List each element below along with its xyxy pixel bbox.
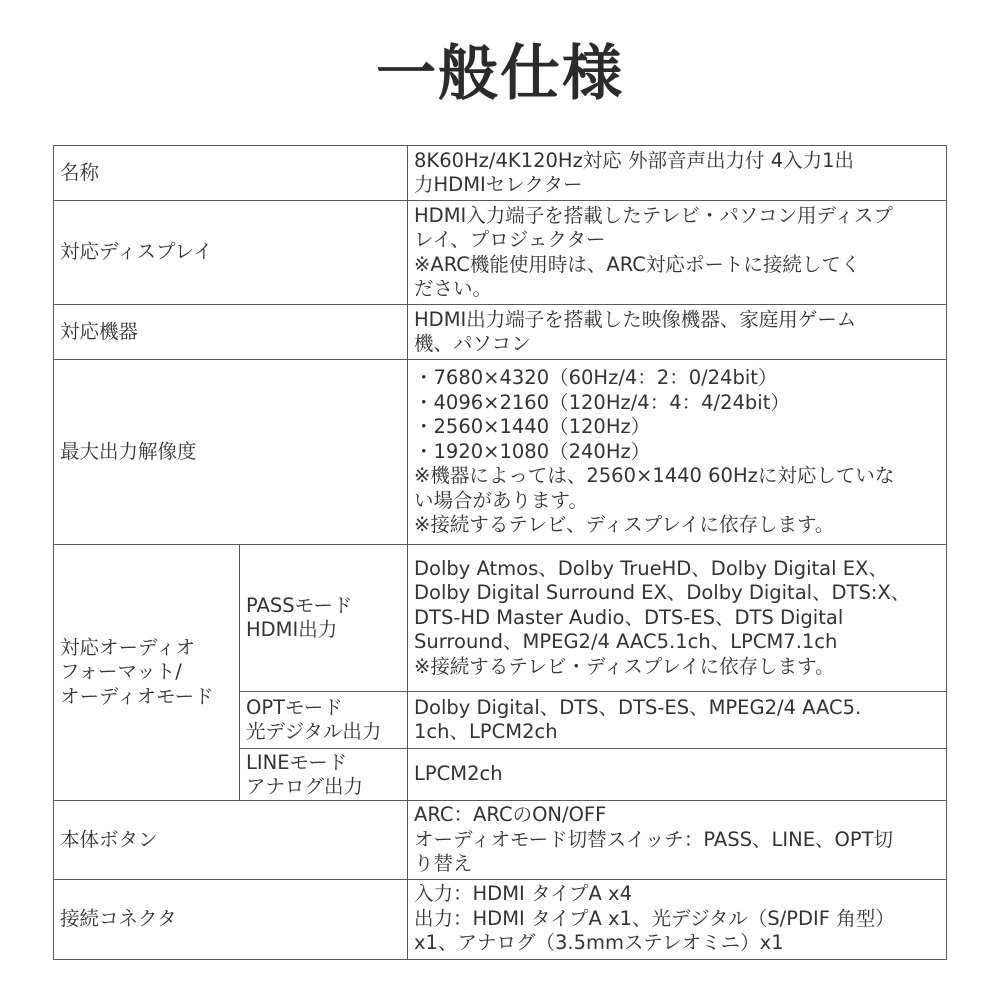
value-line: 1ch、LPCM2ch — [414, 720, 558, 743]
label-line: LINEモード — [246, 750, 348, 774]
value-line: ※接続するテレビ、ディスプレイに依存します。 — [414, 513, 835, 537]
value-line: DTS-HD Master Audio、DTS-ES、DTS Digital — [414, 605, 844, 629]
value-line: ・2560×1440（120Hz） — [414, 415, 651, 439]
value-line: ・1920×1080（240Hz） — [414, 439, 651, 463]
label-line: 対応オーディオ — [60, 635, 195, 659]
value-line: 力HDMIセレクター — [414, 173, 583, 196]
row-value-devices — [408, 305, 947, 360]
row-value-pass-mode — [408, 545, 947, 692]
value-line: Dolby Atmos、Dolby TrueHD、Dolby Digital EX、 — [414, 556, 888, 580]
value-line: LPCM2ch — [414, 762, 503, 786]
label-line: 光デジタル出力 — [246, 720, 382, 743]
row-label-audio — [54, 545, 240, 801]
row-value-line-mode — [408, 749, 947, 801]
sublabel-pass-mode — [240, 545, 408, 692]
value-line: HDMI出力端子を搭載した映像機器、家庭用ゲーム — [414, 307, 857, 331]
value-line: ・7680×4320（60Hz/4：2：0/24bit） — [414, 366, 778, 390]
value-line: り替え — [414, 852, 473, 875]
table-row-connectors — [54, 879, 947, 959]
value-line: Dolby Digital Surround EX、Dolby Digital、DTS:X、 — [414, 581, 911, 605]
row-label-resolution: 最大出力解像度 — [54, 360, 408, 545]
row-label-connectors: 接続コネクタ — [54, 879, 408, 959]
table-row-devices — [54, 305, 947, 360]
row-value-connectors — [408, 879, 947, 959]
row-value-buttons — [408, 801, 947, 880]
label-line: OPTモード — [246, 696, 343, 719]
value-line: 入力：HDMI タイプA x4 — [414, 882, 632, 906]
value-line: ※機器によっては、2560×1440 60Hzに対応していな — [414, 464, 895, 488]
value-line: Dolby Digital、DTS、DTS-ES、MPEG2/4 AAC5. — [414, 695, 862, 719]
value-line: 出力：HDMI タイプA x1、光デジタル（S/PDIF 角型） — [414, 906, 895, 930]
value-line: ※接続するテレビ・ディスプレイに依存します。 — [414, 654, 835, 678]
table-row-display — [54, 201, 947, 305]
row-value-name — [408, 146, 947, 201]
value-line: レイ、プロジェクター — [414, 228, 606, 251]
value-line: ※ARC機能使用時は、ARC対応ポートに接続してく — [414, 252, 861, 276]
label-line: PASSモード — [246, 594, 353, 617]
page-title: 一般仕様 — [376, 39, 624, 109]
value-line: ARC：ARCのON/OFF — [414, 803, 607, 826]
value-line: Surround、MPEG2/4 AAC5.1ch、LPCM7.1ch — [414, 630, 838, 654]
row-label-display: 対応ディスプレイ — [54, 201, 408, 305]
value-line: い場合があります。 — [414, 488, 588, 512]
value-line: オーディオモード切替スイッチ：PASS、LINE、OPT切 — [414, 827, 894, 851]
label-line: フォーマット/ — [60, 660, 182, 684]
row-value-display — [408, 201, 947, 305]
row-label-devices: 対応機器 — [54, 305, 408, 360]
label-line: アナログ出力 — [246, 774, 364, 798]
sublabel-line-mode — [240, 749, 408, 801]
value-line: 8K60Hz/4K120Hz対応 外部音声出力付 4入力1出 — [414, 148, 855, 172]
table-row-buttons — [54, 801, 947, 880]
table-row-audio-pass — [54, 545, 947, 692]
row-value-resolution — [408, 360, 947, 545]
value-line: ・4096×2160（120Hz/4：4：4/24bit） — [414, 390, 790, 414]
table-row-resolution — [54, 360, 947, 545]
value-line: x1、アナログ（3.5mmステレオミニ）x1 — [414, 931, 784, 955]
label-line: オーディオモード — [60, 684, 214, 708]
spec-table — [53, 145, 947, 960]
sublabel-opt-mode — [240, 692, 408, 749]
row-value-opt-mode — [408, 692, 947, 749]
value-line: HDMI入力端子を搭載したテレビ・パソコン用ディスプ — [414, 203, 893, 227]
row-label-buttons: 本体ボタン — [54, 801, 408, 880]
row-label-name: 名称 — [54, 146, 408, 201]
value-line: 機、パソコン — [414, 332, 531, 355]
value-line: ださい。 — [414, 277, 493, 300]
label-line: HDMI出力 — [246, 618, 338, 641]
table-row-name — [54, 146, 947, 201]
